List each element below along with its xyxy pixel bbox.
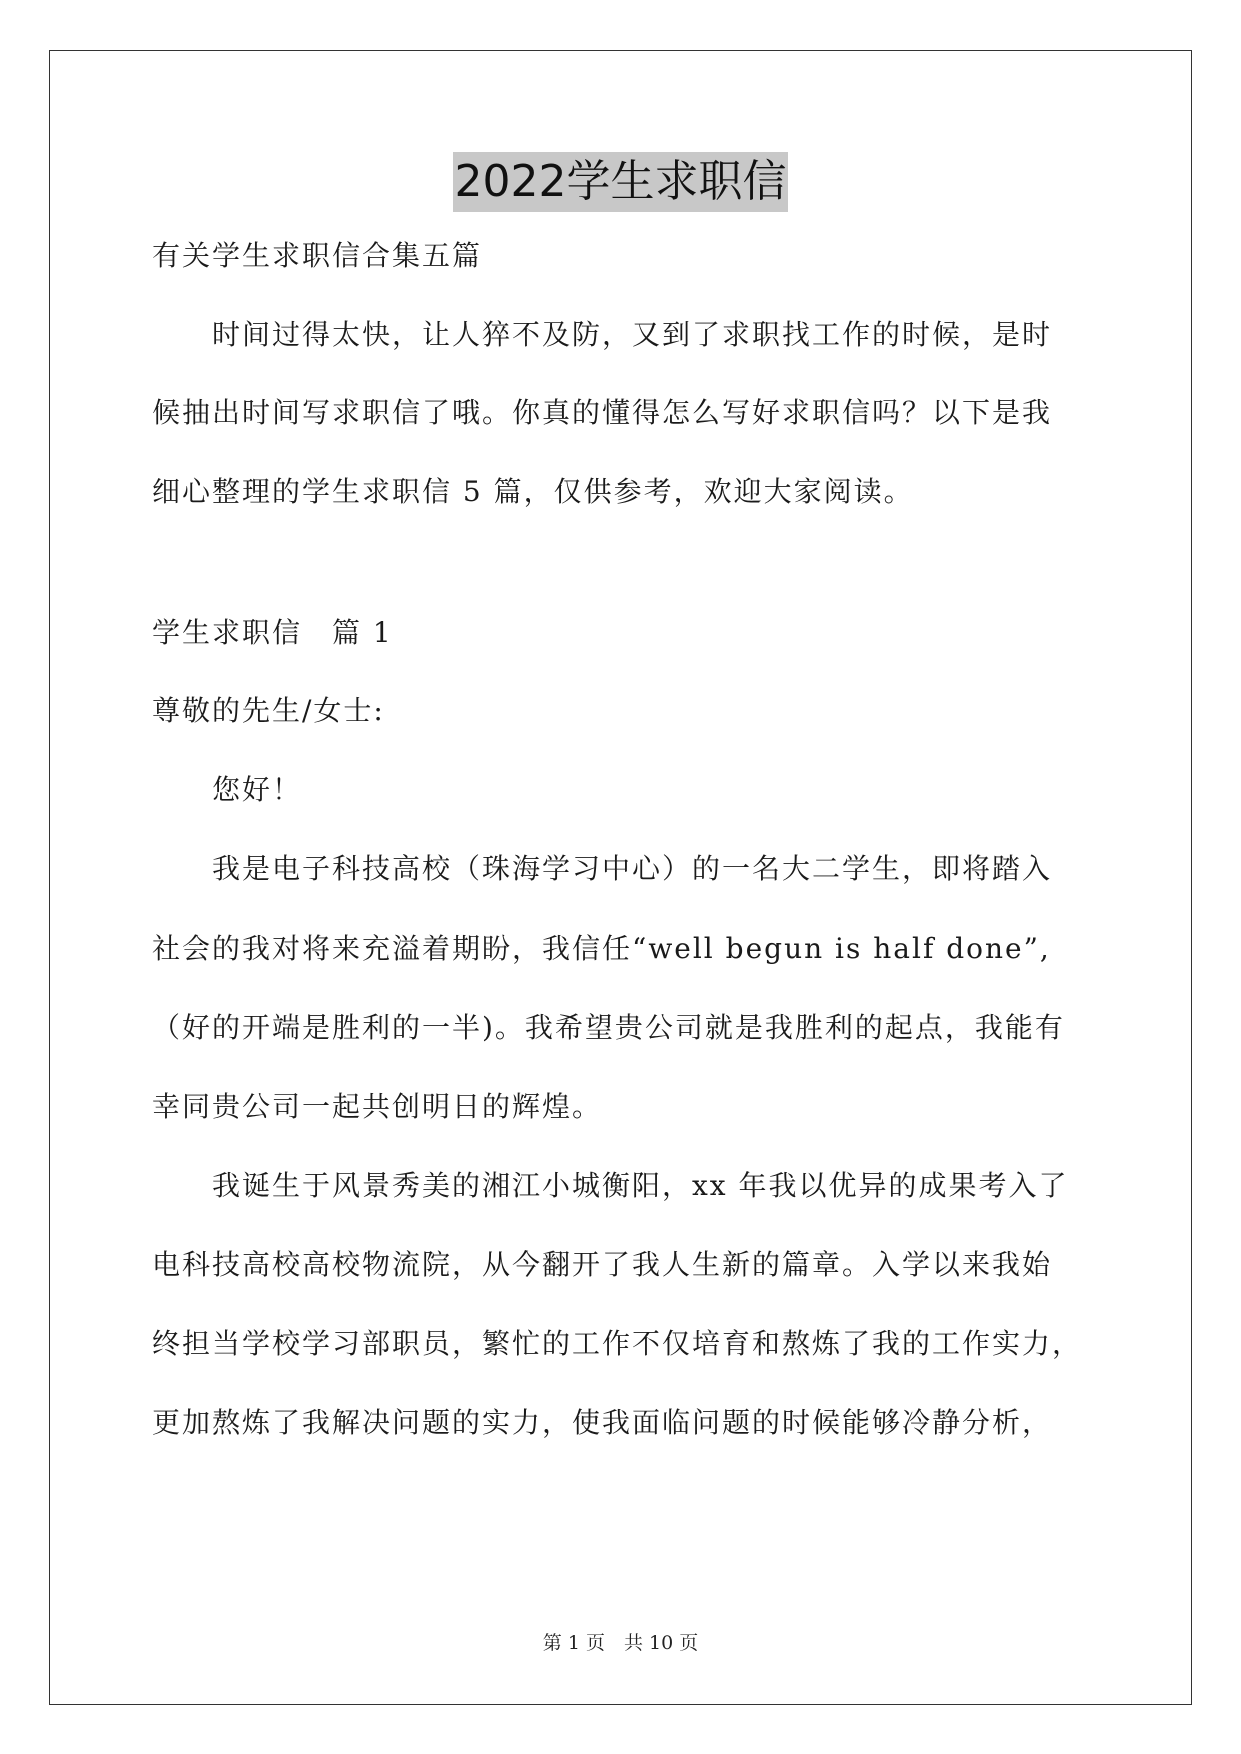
page-number-footer: 第 1 页 共 10 页 (542, 1632, 699, 1654)
intro-line-1: 时间过得太快，让人猝不及防，又到了求职找工作的时候，是时 (152, 318, 1053, 351)
body-line-1: 我是电子科技高校（珠海学习中心）的一名大二学生，即将踏入 (152, 852, 1053, 885)
body-line-3: （好的开端是胜利的一半)。我希望贵公司就是我胜利的起点，我能有 (152, 1011, 1065, 1044)
title-container (0, 152, 1241, 212)
intro-line-3: 细心整理的学生求职信 5 篇，仅供参考，欢迎大家阅读。 (152, 475, 914, 508)
greeting: 您好！ (152, 773, 303, 806)
body-line-6: 电科技高校高校物流院，从今翻开了我人生新的篇章。入学以来我始 (152, 1248, 1053, 1281)
salutation: 尊敬的先生/女士: (152, 694, 385, 727)
body-line-8: 更加熬炼了我解决问题的实力，使我面临问题的时候能够冷静分析， (152, 1406, 1053, 1439)
body-line-4: 幸同贵公司一起共创明日的辉煌。 (152, 1090, 603, 1123)
body-line-5: 我诞生于风景秀美的湘江小城衡阳，xx 年我以优异的成果考入了 (152, 1169, 1069, 1202)
intro-line-2: 候抽出时间写求职信了哦。你真的懂得怎么写好求职信吗？以下是我 (152, 396, 1053, 429)
body-line-7: 终担当学校学习部职员，繁忙的工作不仅培育和熬炼了我的工作实力， (152, 1327, 1083, 1360)
section-heading: 学生求职信 篇 1 (152, 616, 393, 649)
body-line-2: 社会的我对将来充溢着期盼，我信任“well begun is half done”, (152, 932, 1051, 965)
intro-heading: 有关学生求职信合集五篇 (152, 239, 483, 272)
document-title: 2022学生求职信 (453, 152, 789, 212)
